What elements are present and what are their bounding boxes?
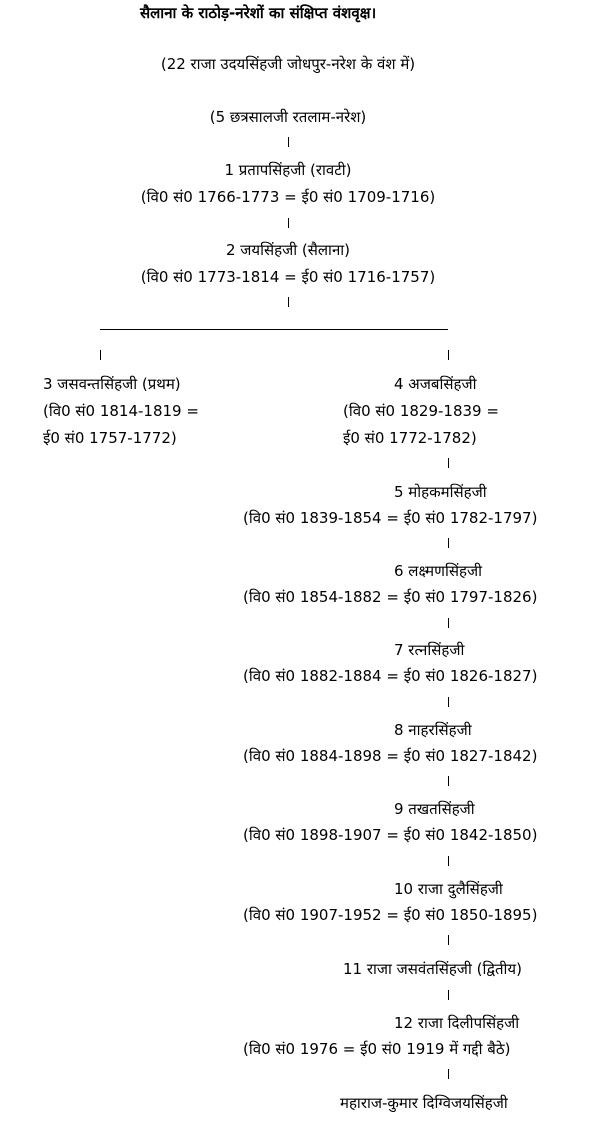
ruler-period: (वि0 सं0 1839-1854 = ई0 सं0 1782-1797) [243,509,538,527]
connector-line [288,218,289,228]
connector-line [448,990,449,1000]
heir-name: महाराज-कुमार दिग्विजयसिंहजी [340,1094,508,1112]
connector-line [448,618,449,628]
ruler-period: ई0 सं0 1772-1782) [343,429,477,447]
ruler-name: 3 जसवन्तसिंहजी (प्रथम) [43,375,181,393]
connector-line [448,697,449,707]
ruler-name: 11 राजा जसवंतसिंहजी (द्वितीय) [343,960,522,978]
connector-line [448,350,449,360]
ruler-period: (वि0 सं0 1884-1898 = ई0 सं0 1827-1842) [243,747,538,765]
connector-line [448,935,449,945]
ruler-period: (वि0 सं0 1773-1814 = ई0 सं0 1716-1757) [140,268,436,286]
ruler-name: 8 नाहरसिंहजी [394,721,472,739]
ruler-period: (वि0 सं0 1766-1773 = ई0 सं0 1709-1716) [140,188,436,206]
connector-line [448,776,449,786]
connector-line [100,350,101,360]
connector-line [448,458,449,468]
ruler-period: (वि0 सं0 1814-1819 = [43,402,199,420]
branch-line [100,329,448,330]
ruler-name: 6 लक्ष्मणसिंहजी [394,562,482,580]
ruler-period: (वि0 सं0 1976 = ई0 सं0 1919 में गद्दी बैठे) [243,1040,511,1058]
ruler-period: (वि0 सं0 1898-1907 = ई0 सं0 1842-1850) [243,826,538,844]
ruler-period: (वि0 सं0 1882-1884 = ई0 सं0 1826-1827) [243,667,538,685]
connector-line [448,538,449,548]
connector-line [448,856,449,866]
connector-line [448,1069,449,1079]
ruler-name: 4 अजबसिंहजी [394,375,477,393]
connector-line [288,297,289,307]
ruler-name: 9 तखतसिंहजी [394,800,475,818]
lineage-note-chhatrasal: (5 छत्रसालजी रतलाम-नरेश) [209,108,367,126]
ruler-period: (वि0 सं0 1829-1839 = [343,402,499,420]
ruler-name: 7 रत्नसिंहजी [394,641,465,659]
ruler-name: 2 जयसिंहजी (सैलाना) [225,241,351,259]
ruler-period: (वि0 सं0 1907-1952 = ई0 सं0 1850-1895) [243,906,538,924]
ruler-name: 5 मोहकमसिंहजी [394,483,487,501]
ruler-period: ई0 सं0 1757-1772) [43,429,177,447]
connector-line [288,137,289,147]
ruler-name: 1 प्रतापसिंहजी (रावटी) [224,161,352,179]
page-title: सैलाना के राठोड़-नरेशों का संक्षिप्त वंशवृक्ष। [140,4,377,22]
lineage-note-udaisingh: (22 राजा उदयसिंहजी जोधपुर-नरेश के वंश में) [160,55,416,73]
ruler-name: 12 राजा दिलीपसिंहजी [394,1014,520,1032]
ruler-period: (वि0 सं0 1854-1882 = ई0 सं0 1797-1826) [243,588,538,606]
ruler-name: 10 राजा दुलैसिंहजी [394,880,503,898]
